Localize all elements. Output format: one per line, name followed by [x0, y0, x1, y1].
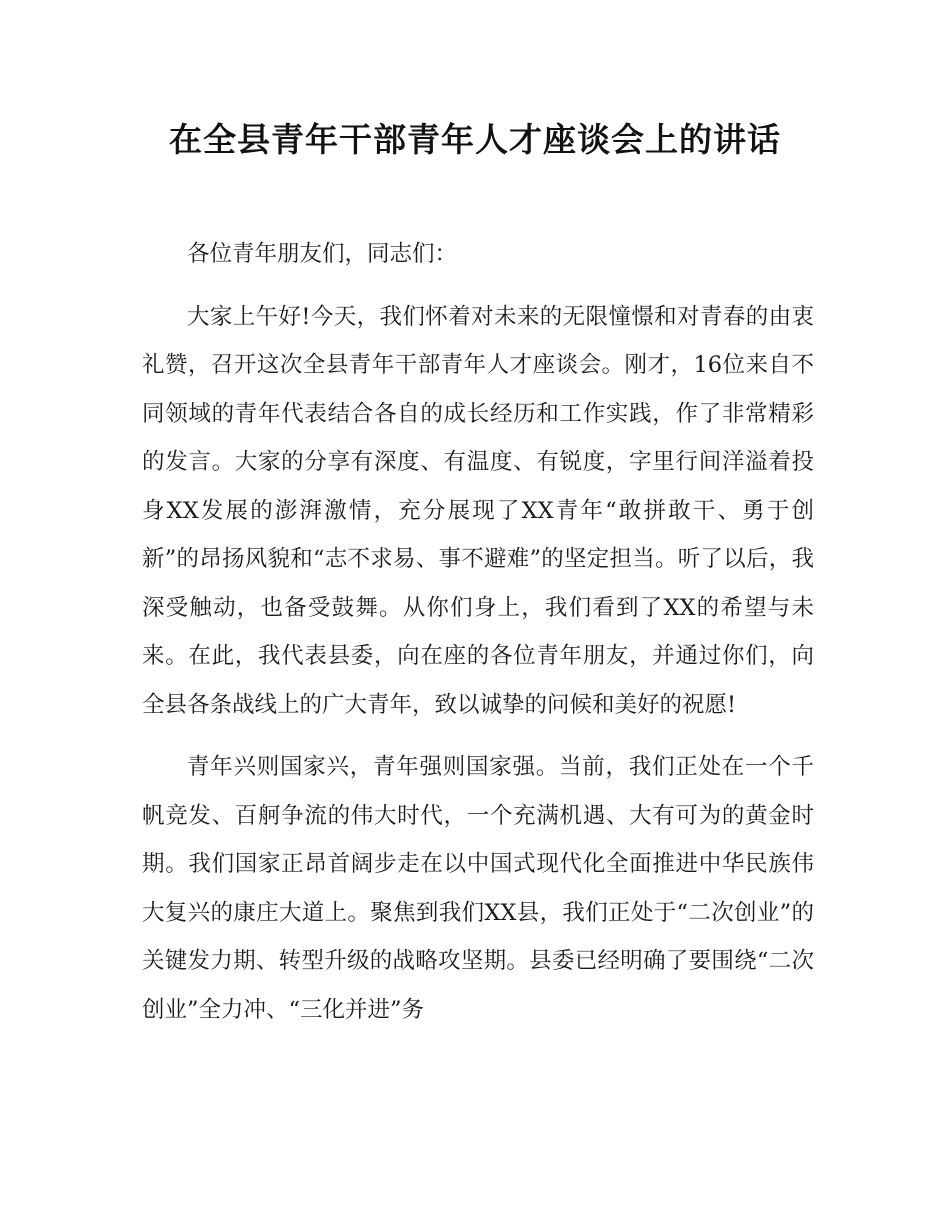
body-paragraph-2: 青年兴则国家兴，青年强则国家强。当前，我们正处在一个千帆竞发、百舸争流的伟大时代，一个充满机遇、大有可为的黄金时期。我们国家正昂首阔步走在以中国式现代化全面推进中华民族伟大复兴的康庄大道上。聚焦到我们XX县，我们正处于“二次创业”的关键发力期、转型升级的战略攻坚期。县委已经明确了要围绕“二次创业”全力冲、“三化并进”务 — [142, 754, 814, 1023]
body-paragraph-1: 大家上午好!今天，我们怀着对未来的无限憧憬和对青春的由衷礼赞，召开这次全县青年干部青年人才座谈会。刚才，16位来自不同领域的青年代表结合各自的成长经历和工作实践，作了非常精彩的发言。大家的分享有深度、有温度、有锐度，字里行间洋溢着投身XX发展的澎湃激情，充分展现了XX青年“敢拼敢干、勇于创新”的昂扬风貌和“志不求易、事不避难”的坚定担当。听了以后，我深受触动，也备受鼓舞。从你们身上，我们看到了XX的希望与未来。在此，我代表县委，向在座的各位青年朋友，并通过你们，向全县各条战线上的广大青年，致以诚挚的问候和美好的祝愿! — [142, 303, 814, 718]
greeting-paragraph: 各位青年朋友们，同志们： — [187, 241, 458, 267]
document-title: 在全县青年干部青年人才座谈会上的讲话 — [169, 120, 781, 159]
document-body — [142, 230, 814, 1034]
